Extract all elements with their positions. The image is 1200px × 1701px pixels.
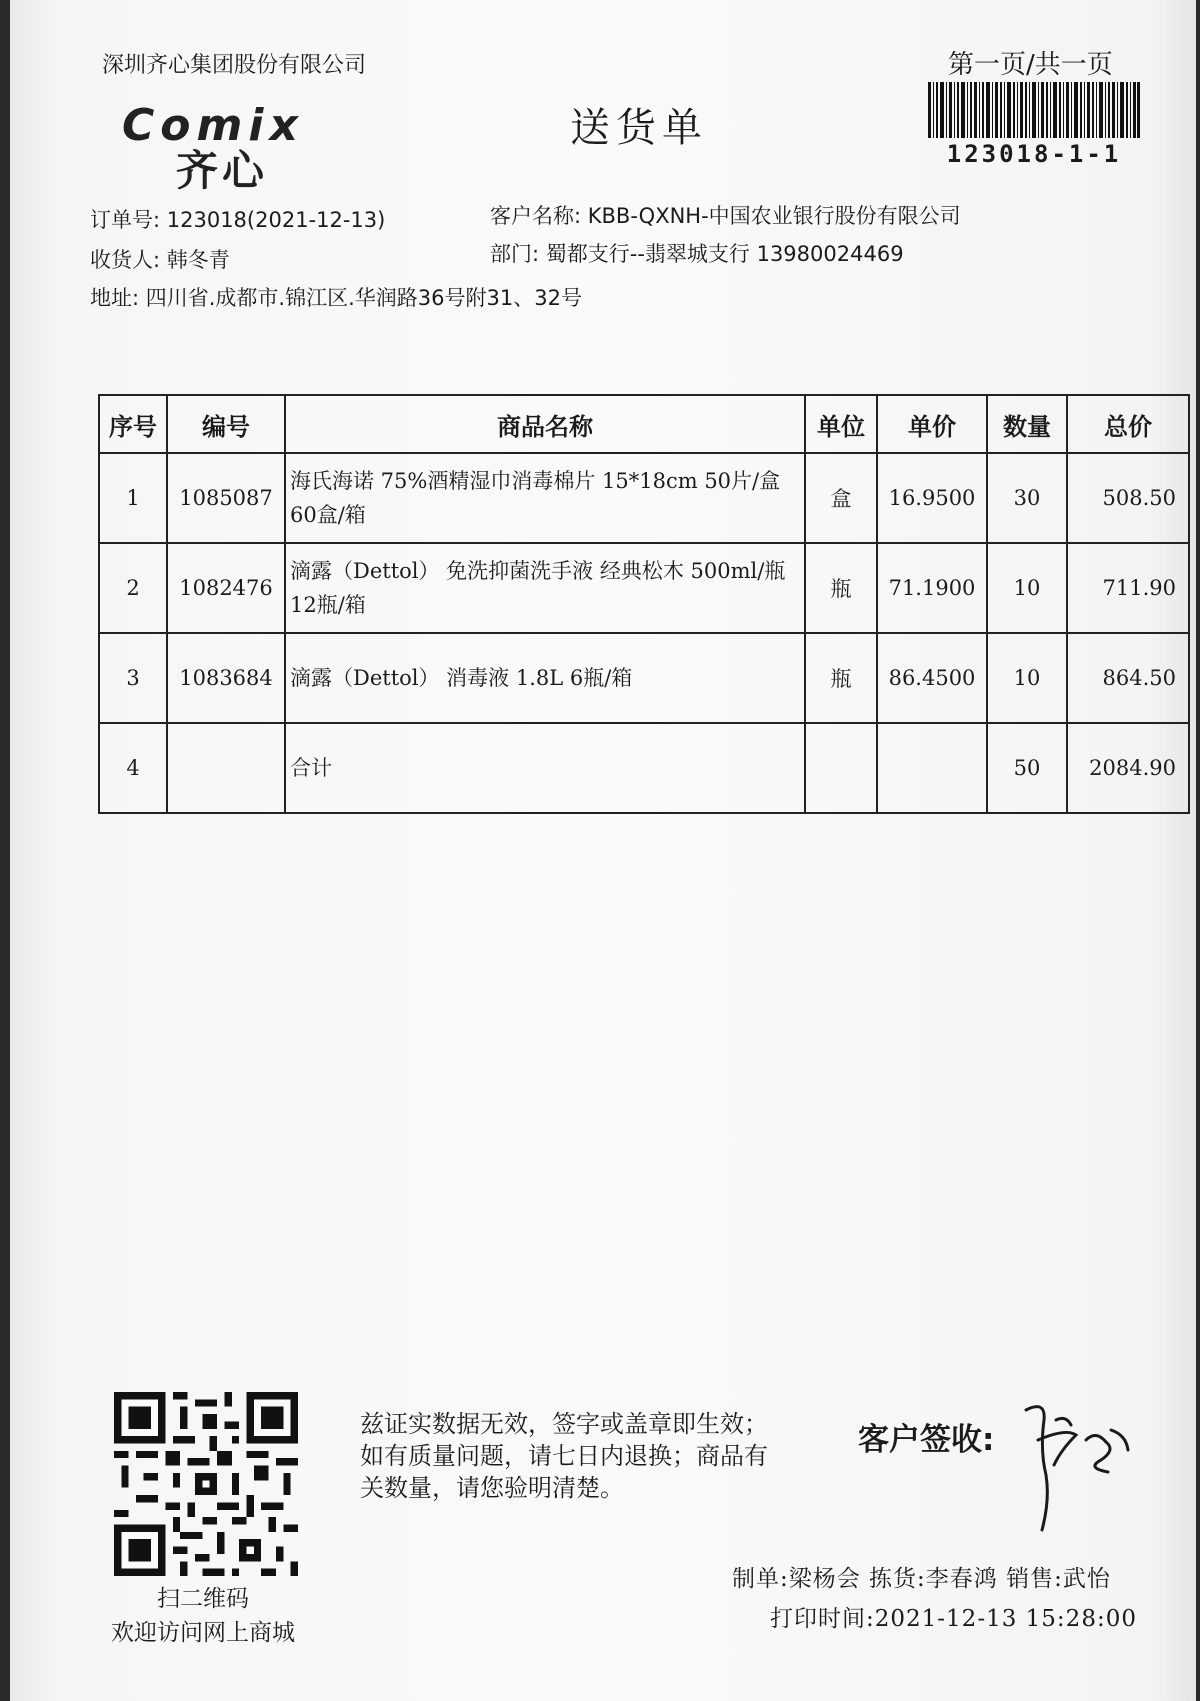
row-code: 1083684 [167,633,285,723]
notice-text: 兹证实数据无效，签字或盖章即生效；如有质量问题，请七日内退换；商品有关数量，请您验明清楚。 [360,1410,768,1502]
address: 地址: 四川省.成都市.锦江区.华润路36号附31、32号 [90,286,582,310]
row-quantity: 10 [987,633,1067,723]
row-unit-price [877,723,987,813]
row-product-name: 海氏海诺 75%酒精湿巾消毒棉片 15*18cm 50片/盒 60盒/箱 [285,453,805,543]
table-row [99,543,1189,633]
row-quantity: 30 [987,453,1067,543]
document-title: 送货单 [570,105,708,151]
header-product-name: 商品名称 [285,395,805,453]
row-product-name: 滴露（Dettol） 免洗抑菌洗手液 经典松木 500ml/瓶 12瓶/箱 [285,543,805,633]
barcode-number: 123018-1-1 [946,140,1122,168]
delivery-note-paper [10,0,1196,1701]
items-table [98,394,1190,814]
logo-brand-cn: 齐心 [176,146,269,195]
comix-logo [122,100,362,200]
header-unit-price: 单价 [877,395,987,453]
row-unit: 盒 [805,453,877,543]
department: 部门: 蜀都支行--翡翠城支行 13980024469 [490,242,904,266]
row-unit: 瓶 [805,633,877,723]
table-row [99,633,1189,723]
row-seq: 2 [99,543,167,633]
row-quantity: 10 [987,543,1067,633]
row-quantity: 50 [987,723,1067,813]
row-product-name: 合计 [285,723,805,813]
customer-signature-label: 客户签收: [858,1422,995,1458]
header-unit: 单位 [805,395,877,453]
row-seq: 1 [99,453,167,543]
row-unit-price: 86.4500 [877,633,987,723]
row-unit [805,723,877,813]
header-seq: 序号 [99,395,167,453]
row-total: 864.50 [1067,633,1189,723]
row-total: 2084.90 [1067,723,1189,813]
table-row [99,453,1189,543]
receiver: 收货人: 韩冬青 [90,248,230,272]
row-unit: 瓶 [805,543,877,633]
print-time: 打印时间:2021-12-13 15:28:00 [770,1606,1137,1632]
header-code: 编号 [167,395,285,453]
row-seq: 4 [99,723,167,813]
handwritten-signature-icon [1016,1380,1136,1540]
row-code: 1082476 [167,543,285,633]
barcode-icon [928,82,1140,138]
logo-brand-en: Comix [122,100,304,151]
staff-line: 制单:梁杨会 拣货:李春鸿 销售:武怡 [732,1566,1111,1592]
qr-caption-line2: 欢迎访问网上商城 [111,1620,295,1646]
order-number: 订单号: 123018(2021-12-13) [90,208,386,232]
qr-caption-line1: 扫二维码 [157,1586,249,1612]
table-row-total [99,723,1189,813]
row-unit-price: 71.1900 [877,543,987,633]
row-code [167,723,285,813]
qr-caption [98,1582,308,1650]
company-name: 深圳齐心集团股份有限公司 [102,53,367,78]
row-seq: 3 [99,633,167,723]
row-unit-price: 16.9500 [877,453,987,543]
page-info: 第一页/共一页 [948,50,1113,80]
row-product-name: 滴露（Dettol） 消毒液 1.8L 6瓶/箱 [285,633,805,723]
customer-name: 客户名称: KBB-QXNH-中国农业银行股份有限公司 [490,204,961,228]
table-header-row [99,395,1189,453]
row-total: 508.50 [1067,453,1189,543]
header-total: 总价 [1067,395,1189,453]
row-code: 1085087 [167,453,285,543]
qr-code-icon [114,1392,298,1576]
row-total: 711.90 [1067,543,1189,633]
header-quantity: 数量 [987,395,1067,453]
